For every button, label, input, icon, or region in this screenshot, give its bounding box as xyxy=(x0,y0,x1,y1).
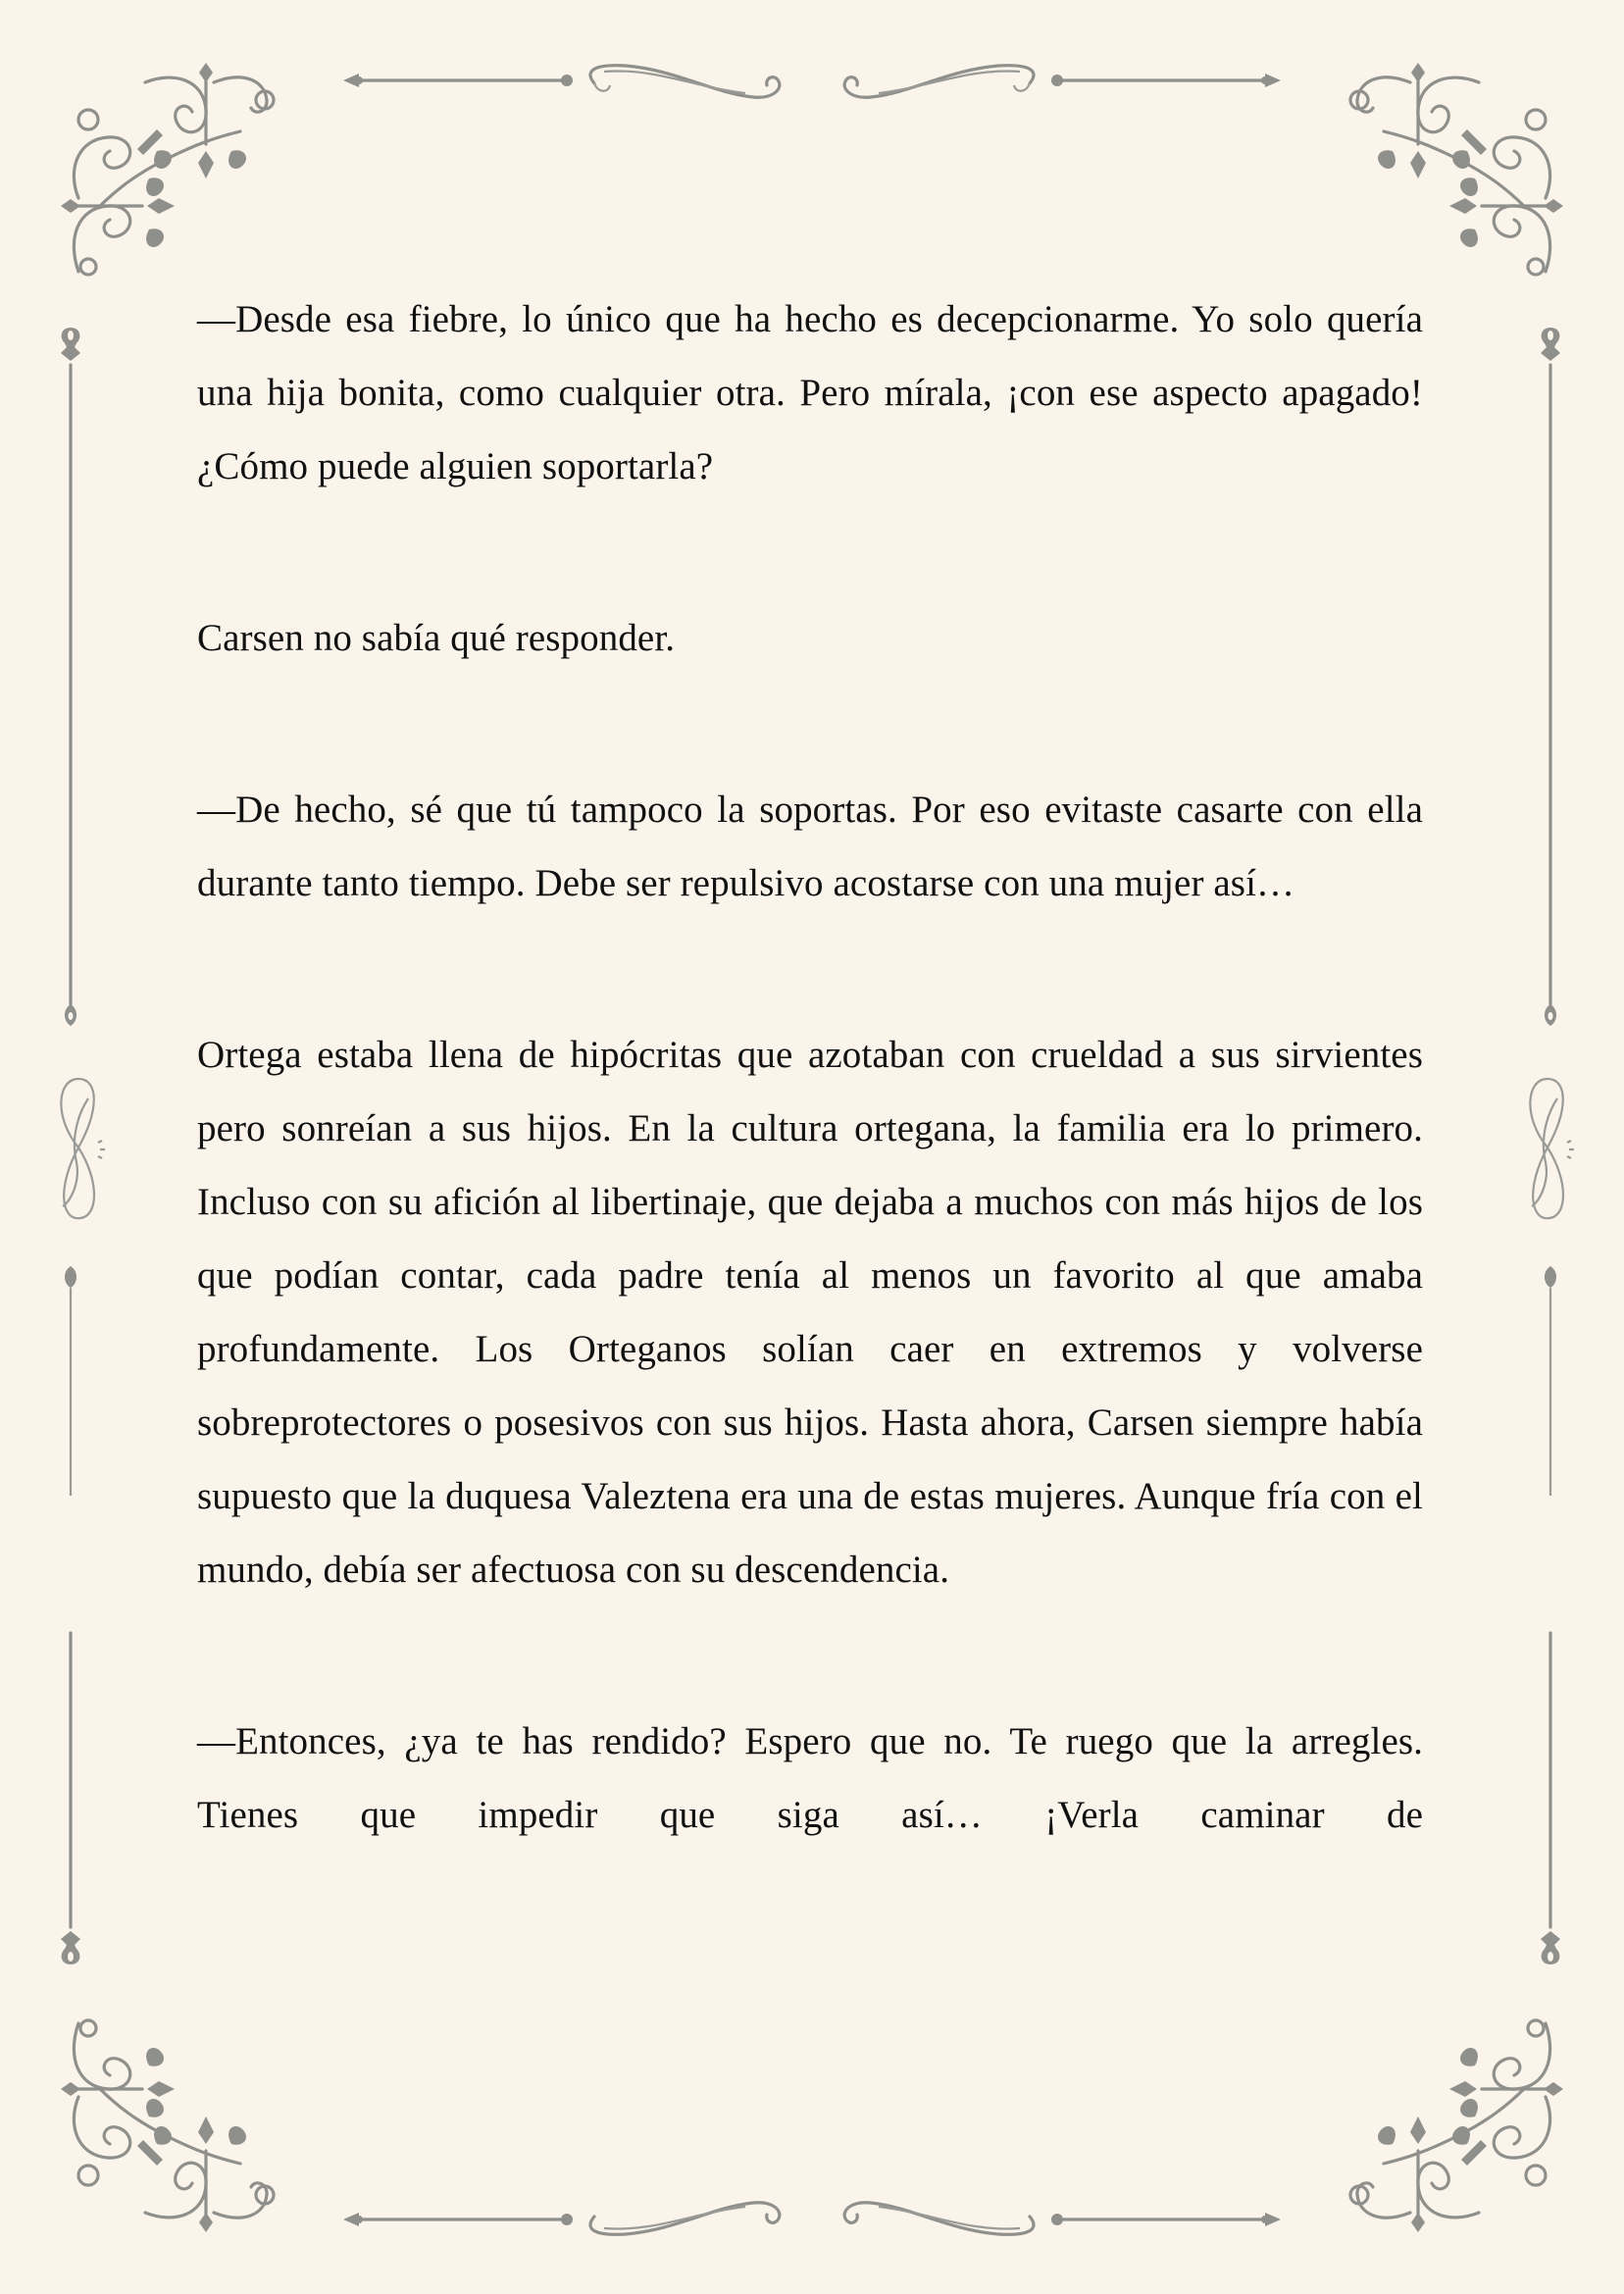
corner-flourish-bottom-right-icon xyxy=(1340,2009,1565,2234)
side-rule-right-upper-icon xyxy=(1536,326,1565,1032)
corner-flourish-bottom-left-icon xyxy=(59,2009,284,2234)
scroll-divider-bottom-icon xyxy=(341,2187,1283,2246)
page-body xyxy=(197,282,1423,1852)
infinity-knot-right-icon xyxy=(1518,1069,1577,1226)
corner-flourish-top-left-icon xyxy=(59,61,284,286)
paragraph-dialogue-1: —Desde esa fiebre, lo único que ha hecho es decepcionarme. Yo solo quería una hija bonita, como cualquier otra. Pero mírala, ¡con ese aspecto apagado! ¿Cómo puede alguien soportarla? xyxy=(197,298,1423,487)
infinity-knot-left-icon xyxy=(49,1069,108,1226)
side-rule-left-upper-icon xyxy=(56,326,85,1032)
scroll-divider-top-icon xyxy=(341,54,1283,113)
corner-flourish-top-right-icon xyxy=(1340,61,1565,286)
paragraph-dialogue-2: —De hecho, sé que tú tampoco la soportas. Por eso evitaste casarte con ella durante tanto tiempo. Debe ser repulsivo acostarse con una mujer así… xyxy=(197,789,1423,904)
paragraph-narration-1: Carsen no sabía qué responder. xyxy=(197,617,676,659)
paragraph-narration-2: Ortega estaba llena de hipócritas que azotaban con crueldad a sus sirvientes pero sonreían a sus hijos. En la cultura ortegana, la familia era lo primero. Incluso con su afición al libertinaje, que dejaba a muchos con más hijos de los que podían contar, cada padre tenía al menos un favorito al que amaba profundamente. Los Orteganos solían caer en extremos y volverse sobreprotectores o posesivos con sus hijos. Hasta ahora, Carsen siempre había supuesto que la duquesa Valeztena era una de estas mujeres. Aunque fría con el mundo, debía ser afectuosa con su descendencia. xyxy=(197,1034,1423,1591)
side-rule-right-lower-icon xyxy=(1536,1260,1565,1966)
paragraph-dialogue-3: —Entonces, ¿ya te has rendido? Espero que no. Te ruego que la arregles. Tienes que impedir que siga así… ¡Verla caminar de xyxy=(197,1720,1423,1836)
side-rule-left-lower-icon xyxy=(56,1260,85,1966)
